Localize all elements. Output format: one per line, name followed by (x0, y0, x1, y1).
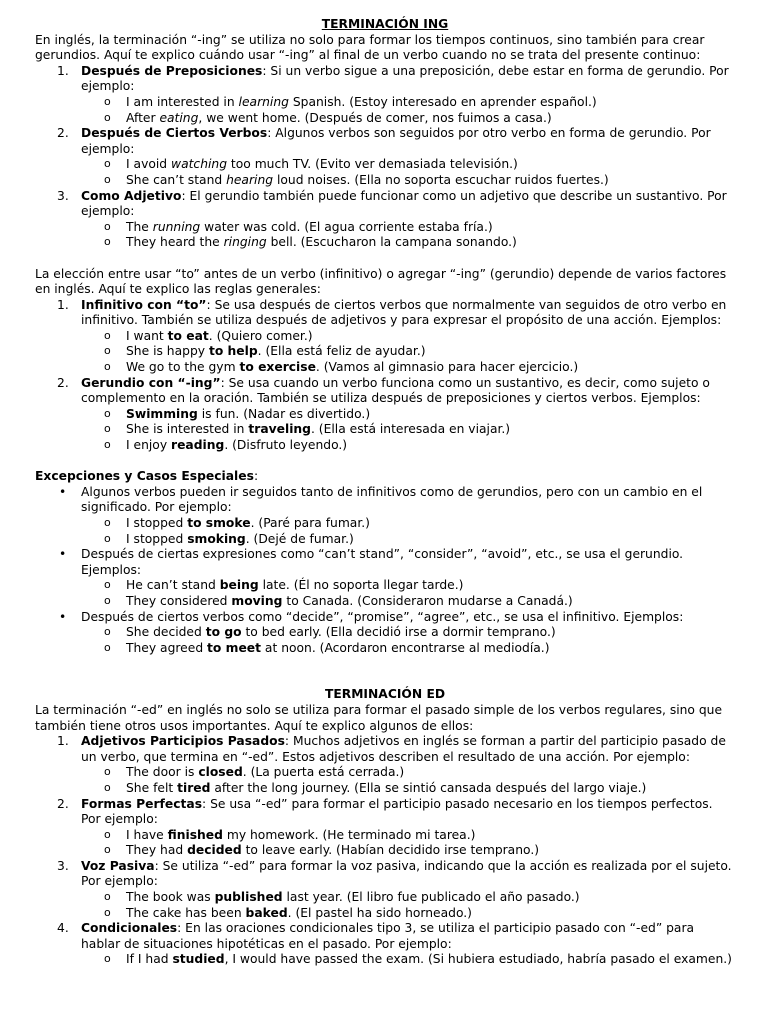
list-number: 1. (57, 297, 69, 312)
to-ing-rules-list (35, 298, 735, 454)
rule-heading: Después de Ciertos Verbos (81, 126, 268, 141)
example-emphasis: being (219, 578, 259, 593)
example-text: . (Paré para fumar.) (250, 516, 370, 530)
example-item (126, 532, 735, 548)
example-text: I have (126, 827, 168, 842)
ed-rule (57, 921, 735, 968)
example-item (126, 235, 735, 251)
ing-rule (57, 188, 735, 251)
section-title-ed: TERMINACIÓN ED (324, 687, 446, 702)
examples-list (81, 220, 735, 251)
list-number: 2. (57, 375, 69, 390)
example-item (126, 906, 735, 922)
example-emphasis: Swimming (126, 406, 198, 421)
example-item (126, 438, 735, 454)
example-emphasis: decided (187, 843, 242, 858)
example-text: bell. (Escucharon la campana sonando.) (266, 235, 517, 250)
example-text: Spanish. (Estoy interesado en aprender español.) (288, 94, 597, 109)
example-text: at noon. (Acordaron encontrarse al mediodía.) (261, 640, 550, 655)
exception-text: Después de ciertas expresiones como “can’t stand”, “consider”, “avoid”, etc., se usa el gerundio. Ejemplos: (81, 547, 684, 577)
example-text: . (La puerta está cerrada.) (242, 765, 405, 780)
example-emphasis: running (152, 219, 201, 234)
example-item (126, 641, 735, 657)
section-title-ing: TERMINACIÓN ING (321, 17, 449, 31)
example-text: They heard the (126, 235, 224, 250)
rule-heading: Infinitivo con “to” (81, 297, 207, 312)
example-emphasis: to help (208, 344, 258, 359)
rule-heading: Voz Pasiva (81, 858, 155, 873)
examples-list (81, 407, 735, 454)
document-page (35, 17, 735, 968)
example-text: after the long journey. (Ella se sintió cansada después del largo viaje.) (210, 780, 647, 795)
ing-rule (57, 63, 735, 126)
exception-text: Después de ciertos verbos como “decide”, “promise”, “agree”, etc., se usa el infinitivo. Ejemplos: (81, 609, 684, 624)
list-number: 4. (57, 921, 69, 936)
example-item (126, 594, 735, 610)
list-number: 2. (57, 126, 69, 141)
rule-text: : Algunos verbos son seguidos por otro verbo en forma de gerundio. Por ejemplo: (81, 126, 711, 156)
example-text: I want (126, 328, 168, 343)
example-item (126, 344, 735, 360)
ed-rule (57, 734, 735, 796)
example-text: . (Ella está interesada en viajar.) (310, 422, 511, 437)
rule-heading: Como Adjetivo (81, 188, 182, 203)
spacer (35, 656, 735, 687)
example-emphasis: watching (171, 157, 228, 172)
rule-heading: Adjetivos Participios Pasados (81, 734, 285, 749)
example-emphasis: tired (177, 780, 211, 795)
rule-heading: Después de Preposiciones (81, 63, 263, 78)
example-text: She can’t stand (126, 172, 227, 187)
example-emphasis: to go (205, 625, 242, 640)
rule-text: : Se utiliza “-ed” para formar la voz pasiva, indicando que la acción es realizada por el sujeto. Por ejemplo: (81, 858, 732, 889)
example-item (126, 516, 735, 532)
example-text: The door is (126, 765, 199, 780)
ed-rule (57, 796, 735, 859)
exception-item (81, 610, 735, 657)
example-emphasis: moving (231, 593, 283, 608)
example-text: late. (Él no soporta llegar tarde.) (258, 578, 464, 593)
example-emphasis: studied (172, 952, 225, 967)
examples-list (81, 952, 735, 968)
example-text: to leave early. (Habían decidido irse temprano.) (241, 843, 540, 858)
example-emphasis: closed (198, 765, 243, 780)
to-ing-rule (57, 297, 735, 376)
example-text: She felt (126, 780, 178, 795)
examples-list (81, 578, 735, 609)
example-item (126, 422, 735, 438)
example-emphasis: finished (167, 827, 223, 842)
example-text: to bed early. (Ella decidió irse a dormir temprano.) (241, 625, 556, 640)
example-item (126, 890, 735, 906)
ing-rule (57, 126, 735, 188)
example-emphasis: published (214, 890, 283, 905)
rule-text: : Se usa “-ed” para formar el participio pasado necesario en los tiempos perfectos. Por ejemplo: (81, 796, 713, 827)
example-emphasis: to smoke (187, 516, 251, 530)
example-text: They had (126, 843, 188, 858)
example-emphasis: baked (245, 905, 288, 920)
ed-intro: La terminación “-ed” en inglés no solo se utiliza para formar el pasado simple de los verbos regulares, sino que también tiene otros usos importantes. Aquí te explico algunos de ellos: (35, 702, 723, 733)
rule-text: : En las oraciones condicionales tipo 3, se utiliza el participio pasado con “-ed” para hablar de situaciones hipotéticas en el pasado. Por ejemplo: (81, 921, 695, 951)
rule-heading: Formas Perfectas (81, 796, 203, 811)
to-ing-rule (57, 375, 735, 454)
ed-rules-list (35, 734, 735, 968)
example-text: water was cold. (El agua corriente estaba fría.) (200, 219, 493, 234)
example-text: , we went home. (Después de comer, nos fuimos a casa.) (198, 110, 552, 125)
example-text: They agreed (126, 640, 208, 655)
example-text: my homework. (He terminado mi tarea.) (222, 827, 476, 842)
example-text: If I had (126, 952, 173, 967)
ing-intro: En inglés, la terminación “-ing” se utiliza no solo para formar los tiempos continuos, sino también para crear gerundios. Aquí te explico cuándo usar “-ing” al final de un verbo cuando no se trata del presente continuo: (35, 32, 705, 63)
examples-list (81, 157, 735, 188)
example-item (126, 407, 735, 423)
example-emphasis: hearing (226, 172, 274, 187)
example-text: . (Dejé de fumar.) (245, 531, 354, 546)
examples-list (81, 516, 735, 547)
rule-heading: Gerundio con “-ing” (81, 375, 221, 390)
rule-heading: Condicionales (81, 921, 178, 936)
rule-text: : Se usa cuando un verbo funciona como un sustantivo, es decir, como sujeto o complemento en la oración. También se utiliza después de preposiciones y ciertos verbos. Ejemplos: (81, 375, 710, 406)
example-item (126, 952, 735, 968)
examples-list (81, 828, 735, 859)
example-emphasis: smoking (187, 531, 246, 546)
example-item (126, 360, 735, 376)
example-item (126, 220, 735, 236)
heading-colon: : (253, 469, 259, 484)
ing-rules-list (35, 64, 735, 251)
example-emphasis: learning (238, 94, 289, 109)
examples-list (81, 890, 735, 921)
example-text: is fun. (Nadar es divertido.) (197, 406, 371, 421)
rule-text: : Si un verbo sigue a una preposición, debe estar en forma de gerundio. Por ejemplo: (81, 63, 729, 94)
example-text: She decided (126, 625, 206, 640)
example-text: She is happy (126, 344, 209, 359)
example-item (126, 578, 735, 594)
list-number: 1. (57, 63, 69, 78)
example-emphasis: reading (171, 438, 225, 453)
example-text: . (Ella está feliz de ayudar.) (257, 344, 426, 359)
list-number: 1. (57, 734, 69, 749)
rule-text: : El gerundio también puede funcionar como un adjetivo que describe un sustantivo. Por ejemplo: (81, 188, 727, 219)
example-text: They considered (126, 593, 232, 608)
list-number: 2. (57, 796, 69, 811)
example-text: The book was (126, 890, 215, 905)
example-text: . (Vamos al gimnasio para hacer ejercicio.) (315, 360, 579, 375)
example-item (126, 828, 735, 844)
example-text: . (Disfruto leyendo.) (224, 438, 348, 453)
example-text: , I would have passed the exam. (Si hubiera estudiado, habría pasado el examen.) (224, 952, 732, 967)
example-text: The cake has been (126, 905, 246, 920)
example-emphasis: to meet (207, 640, 262, 655)
exception-text: Algunos verbos pueden ir seguidos tanto de infinitivos como de gerundios, pero con un cambio en el significado. Por ejemplo: (81, 484, 703, 515)
exceptions-heading: Excepciones y Casos Especiales (35, 469, 254, 484)
exception-item (81, 547, 735, 609)
ed-rule (57, 858, 735, 921)
to-ing-intro: La elección entre usar “to” antes de un verbo (infinitivo) o agregar “-ing” (gerundio) depende de varios factores en inglés. Aquí te explico las reglas generales: (35, 266, 727, 297)
examples-list (81, 329, 735, 376)
example-item (126, 781, 735, 797)
exceptions-list (35, 485, 735, 657)
example-text: . (Quiero comer.) (208, 328, 313, 343)
example-text: last year. (El libro fue publicado el año pasado.) (282, 890, 580, 905)
example-emphasis: to eat (167, 328, 209, 343)
example-text: The (126, 219, 153, 234)
example-text: He can’t stand (126, 578, 220, 593)
examples-list (81, 625, 735, 656)
example-emphasis: ringing (223, 235, 267, 250)
rule-text: : Muchos adjetivos en inglés se forman a partir del participio pasado de un verbo, que termina en “-ed”. Estos adjetivos describen el resultado de una acción. Por ejemplo: (81, 734, 726, 764)
example-text: After (126, 110, 160, 125)
example-text: We go to the gym (126, 360, 240, 375)
exceptions-heading-line (35, 469, 735, 485)
example-text: to Canada. (Consideraron mudarse a Canadá.) (282, 593, 573, 608)
example-text: . (El pastel ha sido horneado.) (287, 905, 472, 920)
example-text: I avoid (126, 157, 172, 172)
rule-text: : Se usa después de ciertos verbos que normalmente van seguidos de otro verbo en infinitivo. También se utiliza después de adjetivos y para expresar el propósito de una acción. Ejemplos: (81, 297, 727, 328)
example-emphasis: eating (159, 110, 199, 125)
example-text: I am interested in (126, 94, 239, 109)
example-item (126, 95, 735, 111)
example-text: I stopped (126, 531, 188, 546)
list-number: 3. (57, 188, 69, 203)
example-text: I stopped (126, 516, 188, 530)
example-item (126, 157, 735, 173)
examples-list (81, 765, 735, 796)
example-text: I enjoy (126, 438, 172, 453)
example-text: too much TV. (Evito ver demasiada televisión.) (227, 157, 518, 172)
spacer (35, 454, 735, 470)
example-item (126, 111, 735, 127)
example-item (126, 843, 735, 859)
example-item (126, 173, 735, 189)
spacer (35, 251, 735, 267)
example-emphasis: traveling (248, 422, 311, 437)
example-item (126, 625, 735, 641)
example-text: loud noises. (Ella no soporta escuchar ruidos fuertes.) (273, 172, 609, 187)
example-text: She is interested in (126, 422, 249, 437)
examples-list (81, 95, 735, 126)
example-emphasis: to exercise (239, 360, 316, 375)
exception-item (81, 485, 735, 547)
example-item (126, 329, 735, 345)
list-number: 3. (57, 858, 69, 873)
example-item (126, 765, 735, 781)
